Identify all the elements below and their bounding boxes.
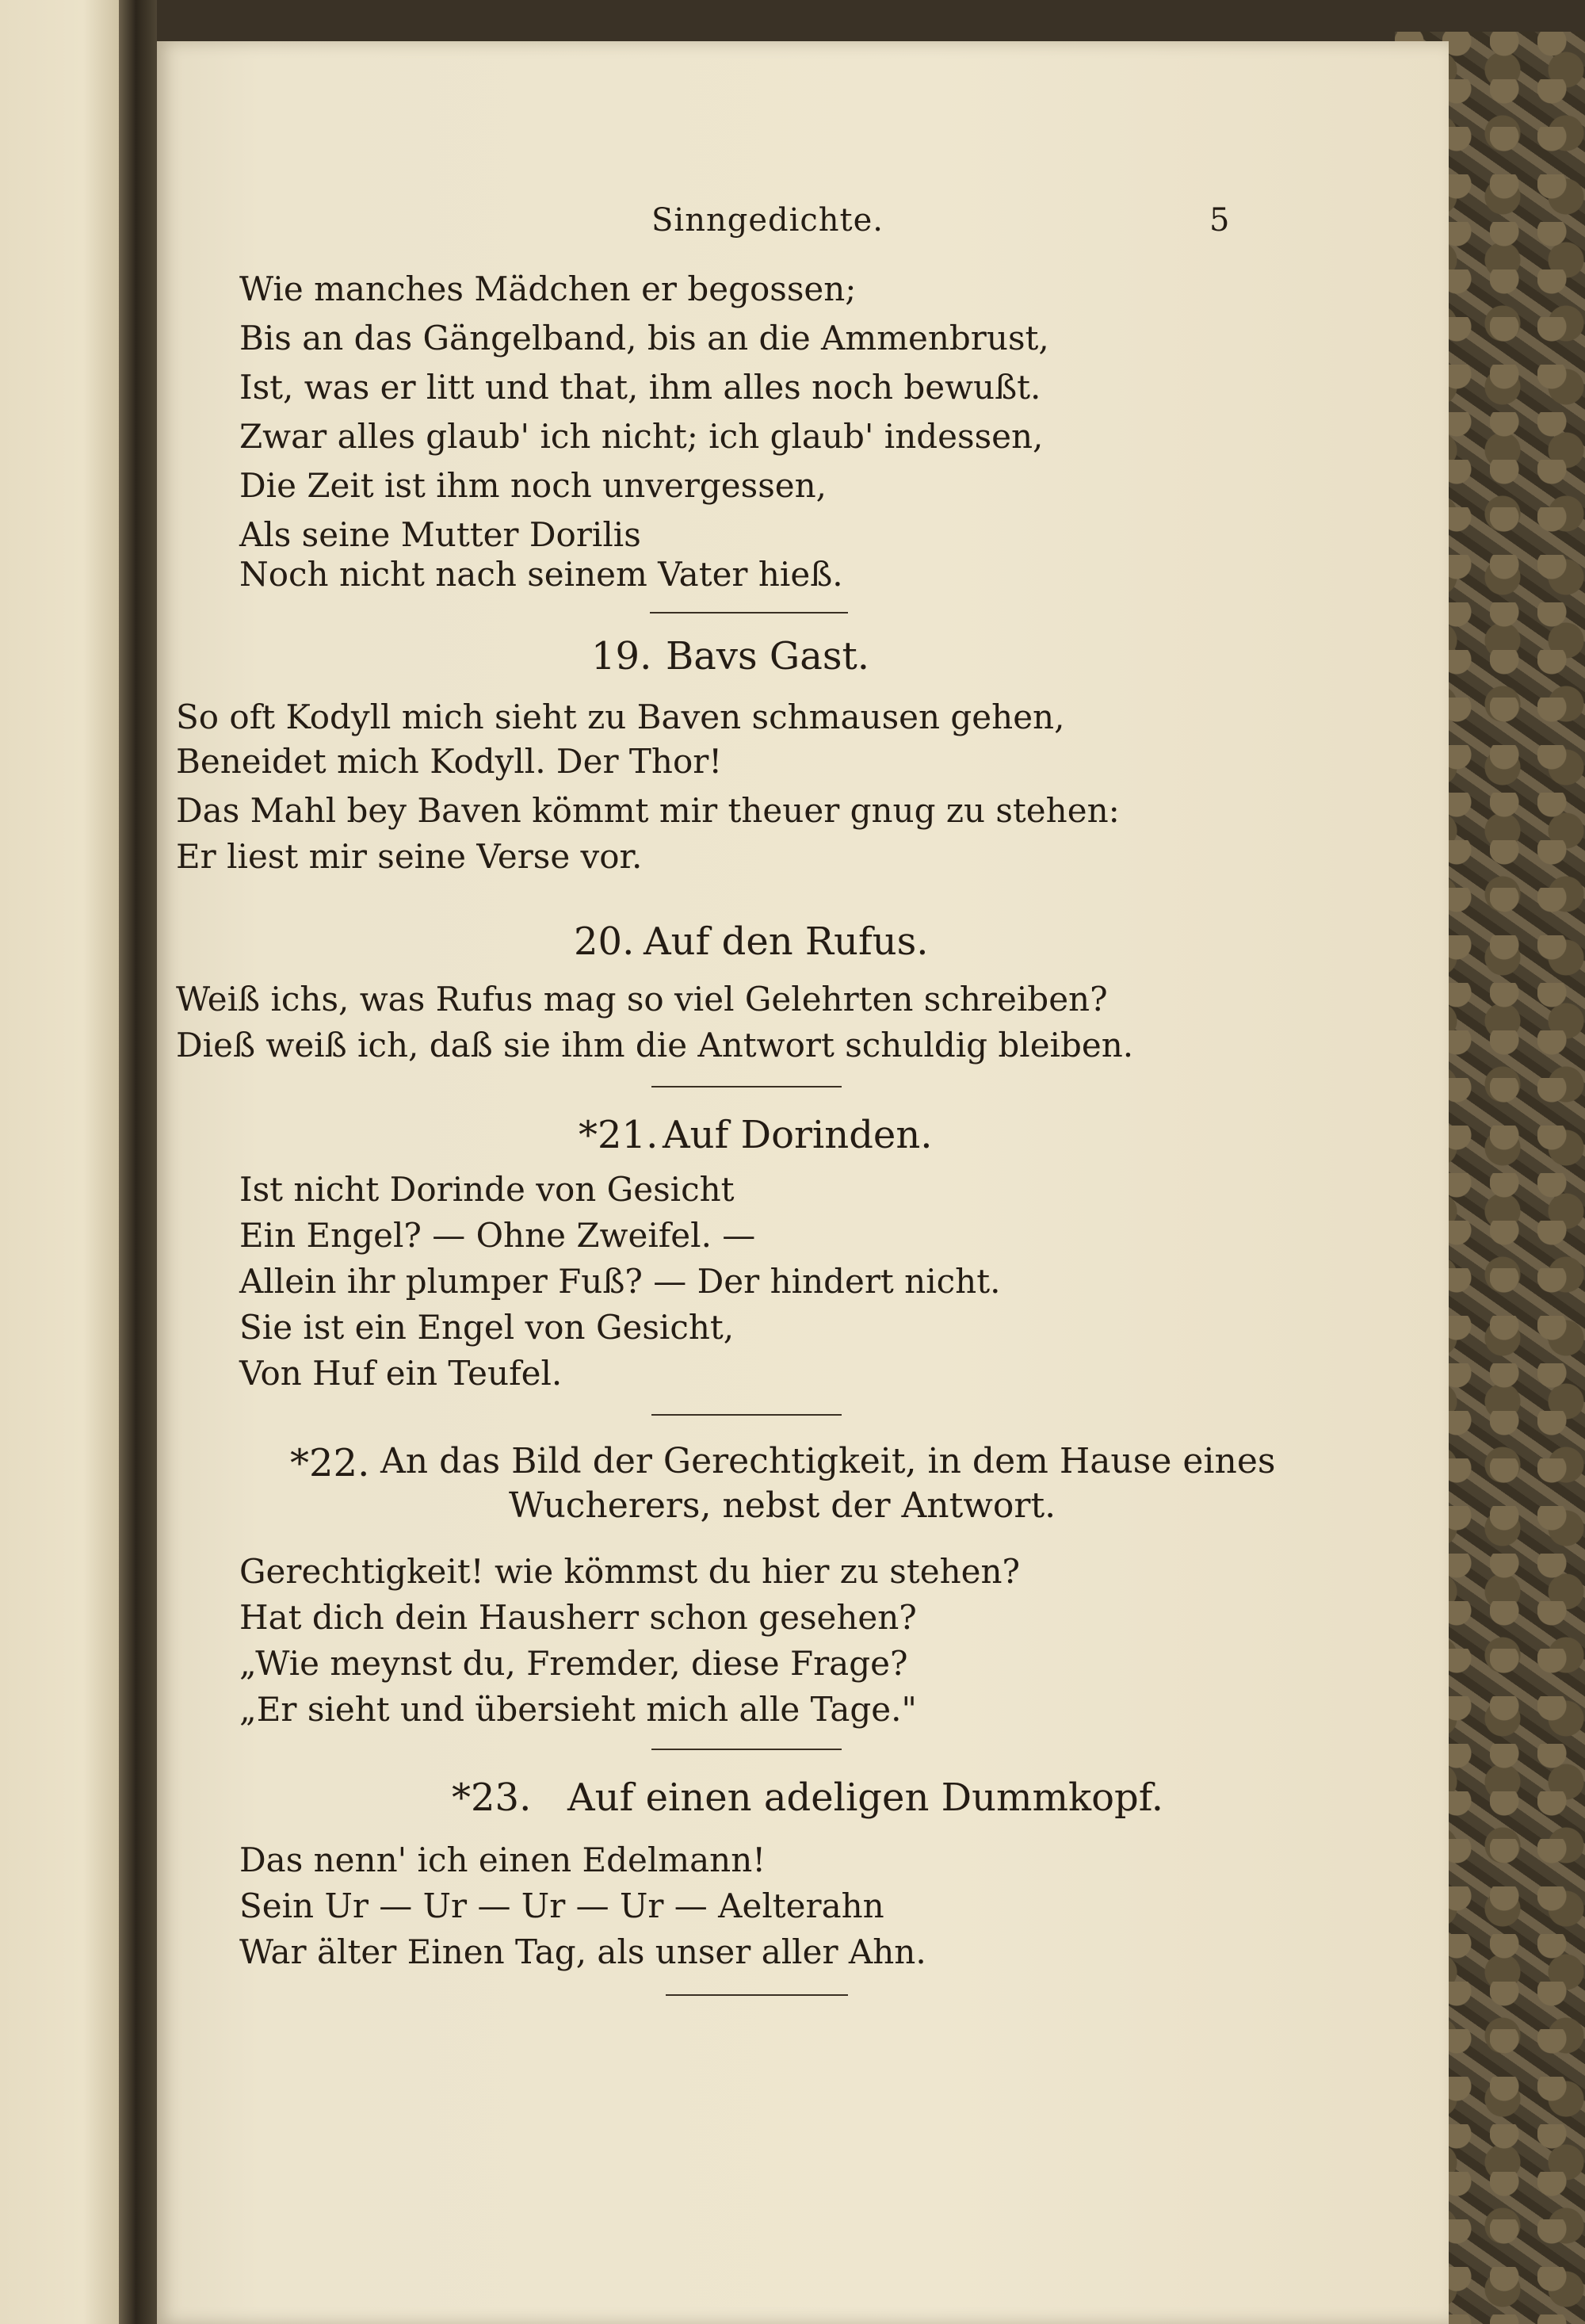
poem-line: War älter Einen Tag, als unser aller Ahn. — [239, 1932, 926, 1971]
poem-line: Beneidet mich Kodyll. Der Thor! — [176, 742, 723, 781]
running-head: Sinngedichte. — [651, 202, 884, 239]
poem-line: „Er sieht und übersieht mich alle Tage." — [239, 1690, 917, 1729]
poem-line: Noch nicht nach seinem Vater hieß. — [239, 555, 843, 594]
poem-title: Bavs Gast. — [666, 634, 870, 678]
poem-line: Ist, was er litt und that, ihm alles noch bewußt. — [239, 368, 1041, 407]
poem-line: Das nenn' ich einen Edelmann! — [239, 1840, 766, 1879]
book-gutter — [119, 0, 157, 2324]
poem-number: 20. — [574, 919, 635, 964]
poem-line: Er liest mir seine Verse vor. — [176, 837, 643, 876]
poem-line: Gerechtigkeit! wie kömmst du hier zu stehen? — [239, 1552, 1021, 1591]
poem-number: 19. — [591, 634, 652, 678]
poem-line: Von Huf ein Teufel. — [239, 1354, 563, 1393]
section-rule — [650, 612, 848, 613]
section-rule — [651, 1086, 842, 1087]
poem-line: Als seine Mutter Dorilis — [239, 515, 641, 554]
poem-line: Allein ihr plumper Fuß? — Der hindert nicht. — [239, 1262, 1001, 1301]
poem-title: An das Bild der Gerechtigkeit, in dem Hause eines — [380, 1441, 1276, 1481]
poem-line: Dieß weiß ich, daß sie ihm die Antwort schuldig bleiben. — [176, 1026, 1134, 1065]
poem-line: Weiß ichs, was Rufus mag so viel Gelehrten schreiben? — [176, 980, 1108, 1019]
poem-line: Sie ist ein Engel von Gesicht, — [239, 1308, 735, 1347]
poem-line: Sein Ur — Ur — Ur — Ur — Aelterahn — [239, 1886, 884, 1925]
poem-line: Zwar alles glaub' ich nicht; ich glaub' indessen, — [239, 417, 1044, 456]
section-rule — [651, 1749, 842, 1750]
page-number: 5 — [1209, 202, 1231, 239]
section-rule — [651, 1414, 842, 1416]
poem-line: So oft Kodyll mich sieht zu Baven schmausen gehen, — [176, 698, 1065, 736]
poem-line: „Wie meynst du, Fremder, diese Frage? — [239, 1644, 908, 1683]
poem-number: *23. — [452, 1775, 532, 1820]
poem-title: Auf den Rufus. — [644, 919, 929, 964]
poem-title: Auf Dorinden. — [663, 1113, 933, 1157]
poem-line: Hat dich dein Hausherr schon gesehen? — [239, 1598, 917, 1637]
poem-line: Ist nicht Dorinde von Gesicht — [239, 1170, 735, 1209]
poem-title: Auf einen adeligen Dummkopf. — [567, 1775, 1164, 1820]
poem-line: Wie manches Mädchen er begossen; — [239, 269, 857, 308]
left-page-edge — [0, 0, 119, 2324]
poem-line: Ein Engel? — Ohne Zweifel. — — [239, 1216, 756, 1255]
poem-line: Das Mahl bey Baven kömmt mir theuer gnug zu stehen: — [176, 791, 1120, 830]
poem-number: *22. — [290, 1441, 370, 1485]
poem-title-continued: Wucherers, nebst der Antwort. — [509, 1485, 1056, 1526]
poem-number: *21. — [579, 1113, 659, 1157]
section-rule — [666, 1994, 848, 1996]
poem-line: Bis an das Gängelband, bis an die Ammenbrust, — [239, 319, 1049, 357]
poem-line: Die Zeit ist ihm noch unvergessen, — [239, 466, 827, 505]
